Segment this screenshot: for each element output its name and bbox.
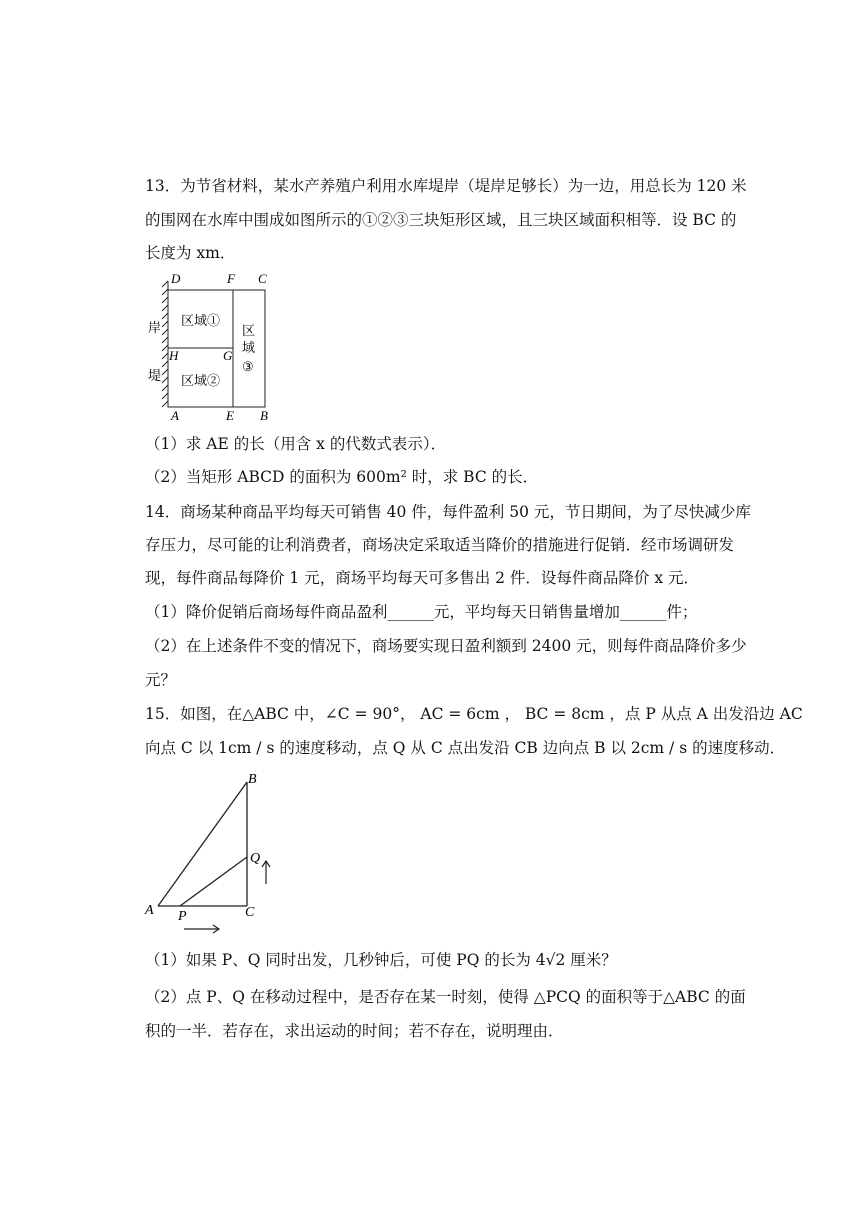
q15-sub-2b: 积的一半．若存在，求出运动的时间；若不存在，说明理由． <box>145 1022 564 1040</box>
region-1-label: 区域① <box>181 313 221 328</box>
label-C: C <box>245 905 255 920</box>
label-C: C <box>258 271 267 286</box>
bank-hatching <box>162 281 168 407</box>
label-E: E <box>226 408 234 423</box>
region-3-label-a: 区 <box>242 323 256 338</box>
label-B: B <box>248 772 257 787</box>
label-Q: Q <box>250 851 261 866</box>
bank-label-top: 岸 <box>148 320 162 335</box>
q13-line-2: 的围网在水库中围成如图所示的①②③三块矩形区域，且三块区域面积相等．设 BC 的 <box>145 211 737 229</box>
q15-sub-1: （1）如果 P、Q 同时出发，几秒钟后，可使 PQ 的长为 4√2 厘米？ <box>145 951 617 969</box>
q14-line-2: 存压力，尽可能的让利消费者，商场决定采取适当降价的措施进行促销．经市场调研发 <box>145 536 735 554</box>
label-G: G <box>223 348 233 363</box>
q13-sub-2: （2）当矩形 ABCD 的面积为 600m² 时，求 BC 的长． <box>145 468 539 486</box>
region-3-label-c: ③ <box>242 359 254 374</box>
q15-line-2: 向点 C 以 1cm / s 的速度移动，点 Q 从 C 点出发沿 CB 边向点 B 以 2cm / s 的速度移动． <box>145 739 786 757</box>
label-F: F <box>227 271 235 286</box>
arrow-up-icon <box>262 861 270 884</box>
q14-line-3: 现，每件商品每降价 1 元，商场平均每天可多售出 2 件．设每件商品降价 x 元． <box>145 569 700 587</box>
q15-line-1: 15．如图，在△ABC 中，∠C = 90°， AC = 6cm ， BC = 8cm ，点 P 从点 A 出发沿边 AC <box>145 705 803 723</box>
q13-figure <box>148 268 288 424</box>
q14-sub-2b: 元？ <box>145 671 177 689</box>
q13-line-3: 长度为 xm． <box>145 244 236 262</box>
label-A: A <box>145 903 154 918</box>
q13-line-1: 13．为节省材料，某水产养殖户利用水库堤岸（堤岸足够长）为一边，用总长为 120 米 <box>145 177 747 195</box>
side-ab <box>158 782 247 906</box>
bank-label-bottom: 堤 <box>148 368 162 383</box>
label-H: H <box>169 348 179 363</box>
q14-line-1: 14．商场某种商品平均每天可销售 40 件，每件盈利 50 元，节日期间，为了尽快减少库 <box>145 503 751 521</box>
q15-figure <box>140 766 290 938</box>
label-B: B <box>260 408 268 423</box>
label-P: P <box>178 909 187 924</box>
q13-sub-1: （1）求 AE 的长（用含 x 的代数式表示）． <box>145 435 447 453</box>
segment-pq <box>180 857 247 906</box>
q14-sub-2a: （2）在上述条件不变的情况下，商场要实现日盈利额到 2400 元，则每件商品降价多少 <box>145 637 747 655</box>
label-A: A <box>171 408 179 423</box>
arrow-right-icon <box>184 925 219 933</box>
q15-sub-2a: （2）点 P、Q 在移动过程中，是否存在某一时刻，使得 △PCQ 的面积等于△ABC 的面 <box>145 988 746 1006</box>
region-3-label-b: 域 <box>242 340 256 355</box>
region-2-label: 区域② <box>181 373 221 388</box>
q14-sub-1: （1）降价促销后商场每件商品盈利______元，平均每天日销售量增加______件； <box>145 603 698 621</box>
label-D: D <box>171 271 181 286</box>
